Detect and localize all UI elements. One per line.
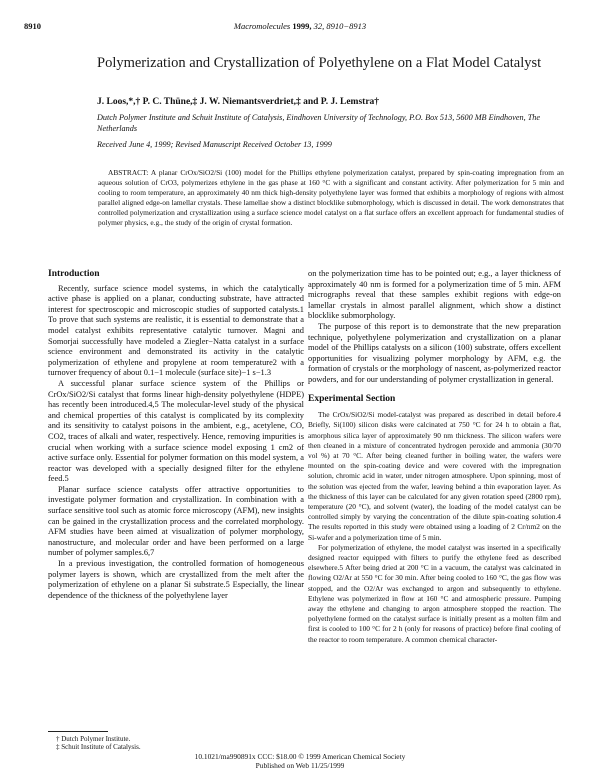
journal-name: Macromolecules bbox=[233, 21, 291, 31]
affiliation: Dutch Polymer Institute and Schuit Institute of Catalysis, Eindhoven University of Technology, P.O. Box 513, 5600 MB Eindhoven, The Netherlands bbox=[97, 113, 540, 133]
abstract-text: ABSTRACT: A planar CrOx/SiO2/Si (100) model for the Phillips ethylene polymerization catalyst, prepared by spin-coating impregnation from an aqueous solution of CrO3, polymerizes ethylene in the gas phase at 160 °C with a significant and constant activity. After polymerization for 5 min and cooling to room temperature, an approximately 40 nm thick high-density polyethylene layer was formed that exhibits a morphology of regions with almost parallel aligned edge-on lamellar crystals. These lamellae show a distinct blocklike submorphology, which is discussed in detail. The work demonstrates that controlled polymerization and crystallization using a surface science model catalyst on a flat surface offers an excellent approach for fundamental studies of polymer physics, e.g., the study of the origin of crystal formation. bbox=[98, 168, 564, 227]
article-title: Polymerization and Crystallization of Polyethylene on a Flat Model Catalyst bbox=[97, 55, 542, 71]
intro-paragraph-2: A successful planar surface science system of the Phillips or CrOx/SiO2/Si catalyst that forms linear high-density polyethylene (HDPE) has recently been introduced.4,5 The molecular-level study of the physical and chemical properties of this catalyst is complicated by its complexity and its sensitivity to catalyst poisons in the ambient, e.g., acetylene, CO, CO2, traces of alkali and water, respectively. Hence, removing impurities is crucial when working with a surface science model exposing 1 cm2 of active surface only. Essential for polymer formation on this model system, a reactor was developed with a specially designed filter for the ethylene feed.5 bbox=[48, 378, 304, 484]
experimental-paragraph-1: The CrOx/SiO2/Si model-catalyst was prepared as described in detail before.4 Briefly, Si(100) silicon disks were calcinated at 750 °C for 24 h to obtain a flat, amorphous silica layer of approximately 90 nm thickness. The silicon wafers were then cleaned in a mixture of concentrated hydrogen peroxide and ammonia (30/70 vol %) at 70 °C. After being cleaned further in boiling water, the wafers were mounted on the spin-coating device and were covered with the impregnation solution, chromic acid in water, under nitrogen atmosphere. Upon spinning, most of the solution was ejected from the wafer, leaving behind a thin evaporation layer. As the thickness of this layer can be calculated for any given rotation speed (2800 rpm), temperature (20 °C), and solvent (water), the loading of the model catalyst can be controlled simply by varying the concentration of the dilute spin-coating solution.4 The results reported in this study were obtained using a loading of 2 Cr/nm2 on the Si-wafer and a polymerization time of 5 min. bbox=[308, 410, 561, 542]
abstract bbox=[98, 168, 564, 227]
intro-paragraph-1: Recently, surface science model systems, in which the catalytically active phase is applied on a planar, conducting substrate, have attracted interest for spectroscopic and microscopic studies of supported catalysts.1 To prove that such systems are realistic, it is essential to demonstrate that a model catalyst exhibits representative catalytic turnover. Magni and Somorjai successfully have modeled a Ziegler−Natta catalyst in a surface science environment and demonstrated its activity in the catalytic polymerization of ethylene and propylene at room temperature2 with a turnover frequency of about 0.1−1 molecule (surface site)−1 s−1.3 bbox=[48, 283, 304, 378]
intro-paragraph-3: Planar surface science catalysts offer attractive opportunities to investigate polymer formation and crystallization. In combination with a surface sensitive tool such as atomic force microscopy (AFM), new insights can be gained in the crystallization process and the correlated morphology. AFM studies have been aimed at visualization of polymer morphology, nanostructure, and molecular order and have been performed on a large number of polymer samples.6,7 bbox=[48, 484, 304, 558]
section-heading-experimental: Experimental Section bbox=[308, 393, 396, 404]
journal-year: 1999, bbox=[292, 21, 312, 31]
running-header bbox=[24, 21, 576, 33]
footnote-2: ‡ Schuit Institute of Catalysis. bbox=[56, 743, 141, 751]
footnote-rule bbox=[48, 731, 108, 732]
left-column bbox=[48, 269, 304, 601]
received-dates: Received June 4, 1999; Revised Manuscript Received October 13, 1999 bbox=[97, 140, 332, 149]
page-number: 8910 bbox=[24, 21, 41, 31]
journal-volume-pages: 32, 8910−8913 bbox=[311, 21, 367, 31]
purpose-paragraph: The purpose of this report is to demonstrate that the new preparation technique, polyethylene polymerization and crystallization on a planar model of the Phillips catalysts on a silicon (100) substrate, offers excellent opportunities for visualizing polymer morphology by AFM, e.g. the formation of crystals or the morphology of nascent, as-polymerized reactor powders, and for our understanding of polymer crystallization in general. bbox=[308, 321, 561, 384]
footnote-1: † Dutch Polymer Institute. bbox=[56, 735, 131, 743]
intro-paragraph-4: In a previous investigation, the controlled formation of homogeneous polymer layers is shown, which are crystallized from the melt after the polymerization of ethylene on a planar Si substrate.5 Especially, the linear dependence of the thickness of the polyethylene layer bbox=[48, 559, 304, 600]
doi-copyright-line: 10.1021/ma990891x CCC: $18.00 © 1999 American Chemical Society bbox=[194, 752, 406, 761]
author-list: J. Loos,*,† P. C. Thüne,‡ J. W. Niemantsverdriet,‡ and P. J. Lemstra† bbox=[97, 97, 380, 107]
experimental-paragraph-2: For polymerization of ethylene, the model catalyst was inserted in a specifically designed reactor equipped with filters to purify the ethylene feed as described elsewhere.5 After being dried at 200 °C in a vacuum, the catalyst was calcinated in flowing O2/Ar at 550 °C for 30 min. After being cooled to 160 °C, the gas flow was stopped, and the O2/Ar was exchanged to argon and subsequently to ethylene. Ethylene was polymerized in flow at 160 °C and atmospheric pressure. Pumping away the ethylene and changing to argon atmosphere stopped the reaction. The polyethylene formed on the catalyst surface is initially present as a molten film and first is cooled to 100 °C for 2 h (only for reasons of practice) before final cooling of the reactor to room temperature. A common chemical character- bbox=[308, 542, 561, 644]
section-heading-introduction: Introduction bbox=[48, 269, 100, 279]
publication-date-line: Published on Web 11/25/1999 bbox=[255, 761, 345, 770]
right-column bbox=[308, 269, 561, 645]
intro-paragraph-continued: on the polymerization time has to be pointed out; e.g., a layer thickness of approximately 40 nm is formed for a polymerization time of 5 min. AFM micrographs reveal that these samples exhibit regions with edge-on lamellar crystals in almost parallel alignment, which show a distinct blocklike submorphology. bbox=[308, 269, 561, 321]
journal-citation bbox=[24, 21, 576, 31]
